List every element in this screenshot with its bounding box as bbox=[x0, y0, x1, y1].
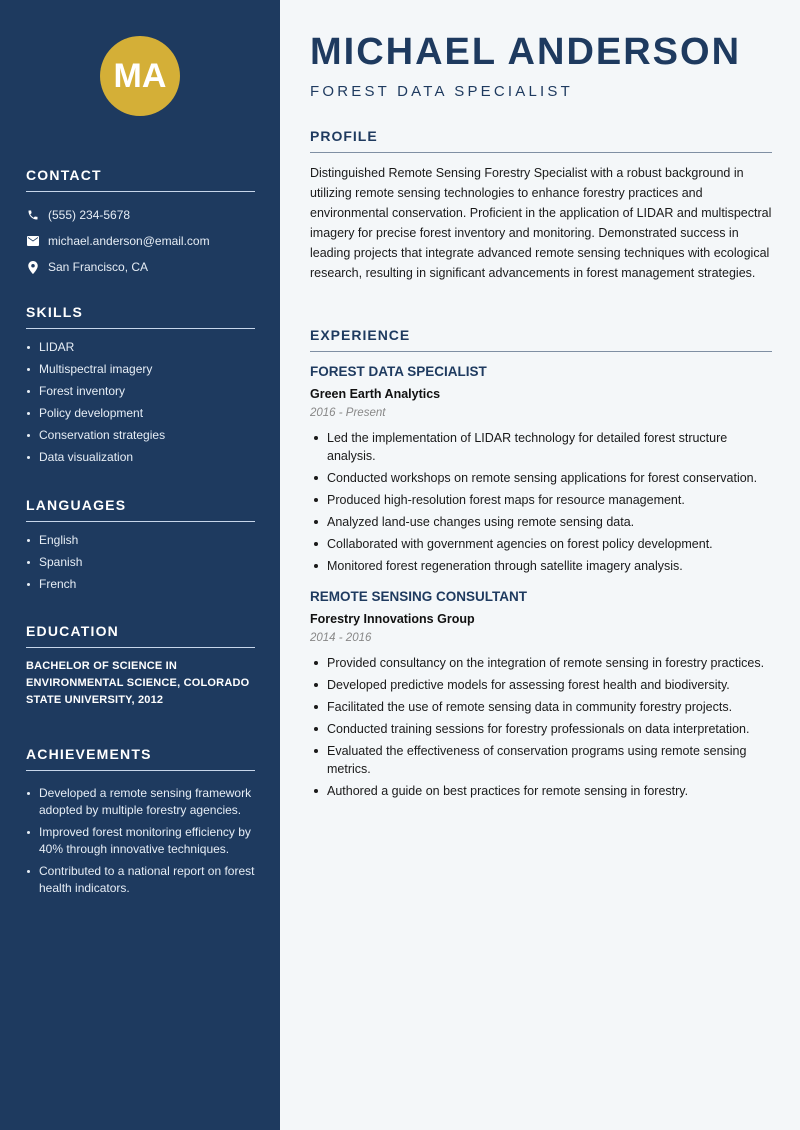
job-title: FOREST DATA SPECIALIST bbox=[310, 364, 487, 379]
language-item: English bbox=[26, 532, 255, 549]
job-title: REMOTE SENSING CONSULTANT bbox=[310, 589, 528, 604]
profile-section bbox=[310, 128, 772, 283]
skills-list bbox=[26, 339, 255, 466]
achievement-item: Contributed to a national report on forest health indicators. bbox=[26, 863, 255, 897]
achievements-section bbox=[26, 746, 255, 902]
job-bullets bbox=[310, 429, 772, 575]
candidate-title: FOREST DATA SPECIALIST bbox=[310, 83, 573, 100]
job-company: Green Earth Analytics bbox=[310, 387, 441, 401]
contact-list bbox=[26, 202, 255, 280]
achievement-item: Improved forest monitoring efficiency by 40% through innovative techniques. bbox=[26, 824, 255, 858]
job-entry bbox=[310, 589, 772, 800]
languages-list bbox=[26, 532, 255, 593]
achievement-item: Developed a remote sensing framework adopted by multiple forestry agencies. bbox=[26, 785, 255, 819]
skill-item: Conservation strategies bbox=[26, 427, 255, 444]
job-bullet: Facilitated the use of remote sensing data in community forestry projects. bbox=[310, 698, 772, 716]
job-bullet: Evaluated the effectiveness of conservation programs using remote sensing metrics. bbox=[310, 742, 772, 778]
job-bullets bbox=[310, 654, 772, 800]
job-bullet: Produced high-resolution forest maps for resource management. bbox=[310, 491, 772, 509]
profile-summary: Distinguished Remote Sensing Forestry Specialist with a robust background in utilizing remote sensing technologies to enhance forestry practices and environmental conservation. Proficient in the application of LIDAR and multispectral imagery for precise forest inventory and monitoring. Demonstrated success in leading projects that integrate advanced remote sensing techniques with ecological research, resulting in significant advancements in forest management strategies. bbox=[310, 166, 772, 280]
job-bullet: Provided consultancy on the integration of remote sensing in forestry practices. bbox=[310, 654, 772, 672]
skills-section bbox=[26, 304, 255, 471]
phone-icon bbox=[26, 208, 40, 222]
sidebar bbox=[0, 0, 280, 1130]
job-bullet: Monitored forest regeneration through satellite imagery analysis. bbox=[310, 557, 772, 575]
skill-item: Data visualization bbox=[26, 449, 255, 466]
contact-heading: CONTACT bbox=[26, 167, 255, 192]
languages-heading: LANGUAGES bbox=[26, 497, 255, 522]
candidate-name: MICHAEL ANDERSON bbox=[310, 31, 742, 73]
avatar bbox=[100, 36, 180, 116]
experience-section bbox=[310, 327, 772, 804]
job-bullet: Conducted training sessions for forestry professionals on data interpretation. bbox=[310, 720, 772, 738]
job-dates: 2016 - Present bbox=[310, 407, 386, 419]
profile-heading: PROFILE bbox=[310, 128, 772, 153]
phone-text: (555) 234-5678 bbox=[48, 208, 131, 222]
location-pin-icon bbox=[26, 260, 40, 274]
experience-heading: EXPERIENCE bbox=[310, 327, 772, 352]
skill-item: Multispectral imagery bbox=[26, 361, 255, 378]
languages-section bbox=[26, 497, 255, 598]
skill-item: Forest inventory bbox=[26, 383, 255, 400]
job-bullet: Collaborated with government agencies on forest policy development. bbox=[310, 535, 772, 553]
job-bullet: Developed predictive models for assessing forest health and biodiversity. bbox=[310, 676, 772, 694]
job-bullet: Analyzed land-use changes using remote sensing data. bbox=[310, 513, 772, 531]
language-item: French bbox=[26, 576, 255, 593]
email-text: michael.anderson@email.com bbox=[48, 234, 210, 248]
education-heading: EDUCATION bbox=[26, 623, 255, 648]
contact-phone bbox=[26, 202, 255, 228]
email-icon bbox=[26, 234, 40, 248]
achievements-list bbox=[26, 785, 255, 897]
skill-item: LIDAR bbox=[26, 339, 255, 356]
contact-email bbox=[26, 228, 255, 254]
avatar-initials: MA bbox=[113, 56, 167, 95]
education-section bbox=[26, 623, 255, 709]
job-dates: 2014 - 2016 bbox=[310, 632, 372, 644]
job-company: Forestry Innovations Group bbox=[310, 612, 475, 626]
education-degree: BACHELOR OF SCIENCE IN ENVIRONMENTAL SCIENCE, COLORADO STATE UNIVERSITY, 2012 bbox=[26, 660, 250, 706]
job-bullet: Conducted workshops on remote sensing applications for forest conservation. bbox=[310, 469, 772, 487]
location-text: San Francisco, CA bbox=[48, 260, 149, 274]
skill-item: Policy development bbox=[26, 405, 255, 422]
skills-heading: SKILLS bbox=[26, 304, 255, 329]
language-item: Spanish bbox=[26, 554, 255, 571]
contact-location bbox=[26, 254, 255, 280]
job-bullet: Led the implementation of LIDAR technology for detailed forest structure analysis. bbox=[310, 429, 772, 465]
job-bullet: Authored a guide on best practices for remote sensing in forestry. bbox=[310, 782, 772, 800]
contact-section bbox=[26, 167, 255, 280]
achievements-heading: ACHIEVEMENTS bbox=[26, 746, 255, 771]
job-entry bbox=[310, 364, 772, 575]
